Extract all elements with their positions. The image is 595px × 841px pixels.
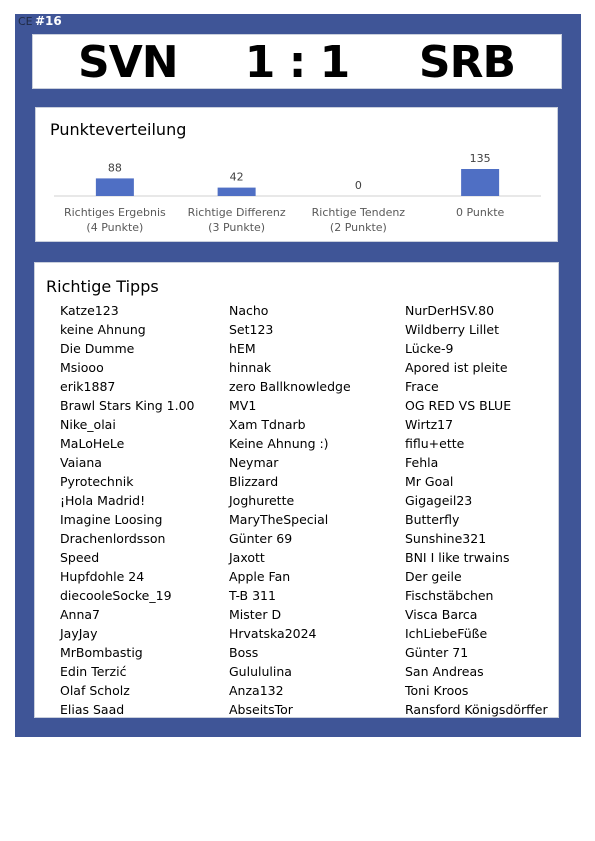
tip-name: zero Ballknowledge	[229, 379, 351, 394]
tip-name: Nike_olai	[60, 417, 116, 432]
away-team: SRB	[418, 37, 515, 88]
tip-name: Anza132	[229, 683, 284, 698]
tips-column-1	[60, 301, 195, 719]
category-label: (3 Punkte)	[208, 221, 266, 234]
bar	[461, 169, 499, 196]
tip-name: Gulululina	[229, 664, 292, 679]
tip-name: Boss	[229, 645, 259, 660]
correct-tips-panel	[34, 262, 559, 718]
tip-name: Fischstäbchen	[405, 588, 494, 603]
tip-name: Anna7	[60, 607, 101, 622]
tips-column-2	[229, 301, 351, 719]
tip-name: keine Ahnung	[60, 322, 146, 337]
tip-name: Die Dumme	[60, 341, 135, 356]
category-label: Richtiges Ergebnis	[63, 206, 166, 219]
tip-name: San Andreas	[405, 664, 484, 679]
tip-name: fiflu+ette	[405, 436, 465, 451]
tip-name: Blizzard	[229, 474, 279, 489]
tip-name: Set123	[229, 322, 274, 337]
tip-name: Nacho	[229, 303, 269, 318]
points-bar-chart	[36, 108, 559, 243]
tip-name: Pyrotechnik	[60, 474, 134, 489]
tip-name: Vaiana	[60, 455, 102, 470]
tip-name: BNI I like trwains	[405, 550, 510, 565]
tip-name: Katze123	[60, 303, 119, 318]
tip-name: Hupfdohle 24	[60, 569, 145, 584]
tip-name: T-B 311	[229, 588, 276, 603]
tip-name: Jaxott	[229, 550, 265, 565]
tip-name: Ransford Königsdörffer	[405, 702, 548, 717]
tip-name: Butterfly	[405, 512, 460, 527]
home-team: SVN	[78, 37, 178, 88]
tip-name: Elias Saad	[60, 702, 125, 717]
match-score: 1 : 1	[244, 37, 350, 88]
score-panel	[32, 34, 562, 89]
tip-name: Keine Ahnung :)	[229, 436, 329, 451]
bar-value-label: 135	[469, 152, 491, 165]
tip-name: hEM	[229, 341, 256, 356]
category-label: (4 Punkte)	[86, 221, 144, 234]
tip-name: Xam Tdnarb	[229, 417, 306, 432]
tip-name: Joghurette	[229, 493, 295, 508]
tip-name: IchLiebeFüße	[405, 626, 488, 641]
category-label: 0 Punkte	[455, 206, 505, 219]
tip-name: MaryTheSpecial	[229, 512, 329, 527]
tip-name: diecooleSocke_19	[60, 588, 172, 603]
tip-name: Mister D	[229, 607, 282, 622]
tip-name: MaLoHeLe	[60, 436, 125, 451]
tip-name: Toni Kroos	[405, 683, 469, 698]
tip-name: Der geile	[405, 569, 462, 584]
tip-name: Wildberry Lillet	[405, 322, 499, 337]
bar-value-label: 88	[107, 161, 122, 175]
tip-name: Neymar	[229, 455, 279, 470]
tip-name: hinnak	[229, 360, 272, 375]
tip-name: Edin Terzić	[60, 664, 127, 679]
tip-name: Olaf Scholz	[60, 683, 130, 698]
tip-name: Brawl Stars King 1.00	[60, 398, 195, 413]
bar-value-label: 0	[354, 179, 362, 192]
category-label: (2 Punkte)	[329, 221, 387, 234]
tip-name: Apored ist pleite	[405, 360, 508, 375]
tip-name: Visca Barca	[405, 607, 478, 622]
chart-title: Punkteverteilung	[50, 120, 187, 139]
tip-name: Mr Goal	[405, 474, 454, 489]
tip-name: ¡Hola Madrid!	[60, 493, 146, 508]
tips-title: Richtige Tipps	[46, 277, 159, 296]
tip-name: Günter 71	[405, 645, 469, 660]
tips-column-3	[405, 301, 548, 719]
tip-name: JayJay	[60, 626, 98, 641]
tip-name: Lücke-9	[405, 341, 454, 356]
tip-name: Günter 69	[229, 531, 293, 546]
tip-name: Gigageil23	[405, 493, 473, 508]
tip-name: MrBombastig	[60, 645, 143, 660]
category-label: Richtige Tendenz	[311, 206, 406, 219]
category-label: Richtige Differenz	[187, 206, 286, 219]
tip-name: MV1	[229, 398, 257, 413]
bar-value-label: 42	[229, 170, 244, 184]
match-tag-prefix: CE	[18, 15, 33, 28]
tip-name: Msiooo	[60, 360, 104, 375]
tip-name: Wirtz17	[405, 417, 454, 432]
tip-name: Drachenlordsson	[60, 531, 166, 546]
tip-name: erik1887	[60, 379, 116, 394]
points-chart-panel	[35, 107, 558, 242]
tip-name: AbseitsTor	[229, 702, 293, 717]
tip-name: Hrvatska2024	[229, 626, 317, 641]
tip-name: Imagine Loosing	[60, 512, 163, 527]
bar	[96, 178, 134, 196]
tip-name: Sunshine321	[405, 531, 487, 546]
tip-name: Speed	[60, 550, 100, 565]
tip-name: OG RED VS BLUE	[405, 398, 512, 413]
tip-name: NurDerHSV.80	[405, 303, 495, 318]
tip-name: Frace	[405, 379, 439, 394]
tip-name: Apple Fan	[229, 569, 291, 584]
match-tag-number: #16	[35, 14, 62, 28]
tip-name: Fehla	[405, 455, 439, 470]
bar	[218, 188, 256, 196]
